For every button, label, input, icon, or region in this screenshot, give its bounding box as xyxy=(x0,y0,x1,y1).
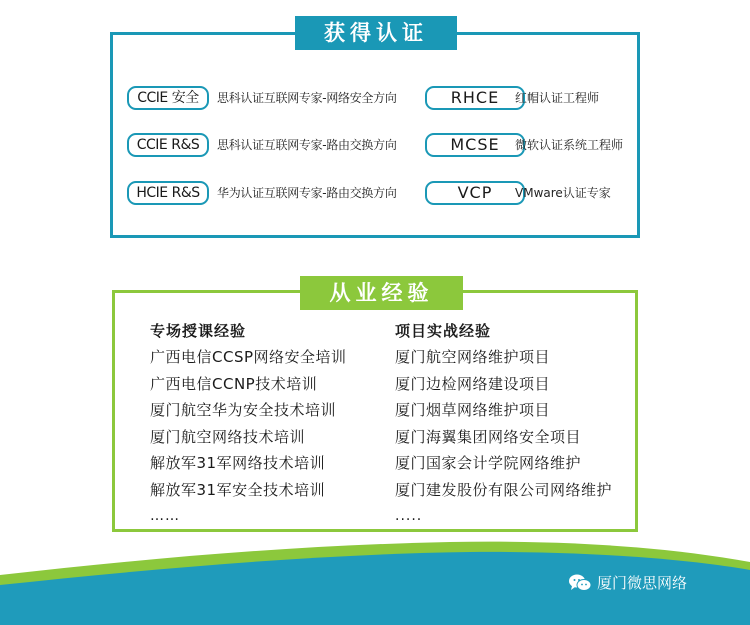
cert-desc-rhce: 红帽认证工程师 xyxy=(515,91,600,105)
training-heading: 专场授课经验 xyxy=(150,322,247,340)
project-item: 厦门烟草网络维护项目 xyxy=(395,401,551,419)
cert-badge-mcse: MCSE xyxy=(425,133,525,157)
cert-badge-rhce: RHCE xyxy=(425,86,525,110)
cert-row-1 xyxy=(127,83,637,113)
cert-row-2 xyxy=(127,130,637,160)
footer-brand-text: 厦门微思网络 xyxy=(597,574,688,592)
training-item: 厦门航空网络技术培训 xyxy=(150,427,306,446)
cert-desc-mcse: 微软认证系统工程师 xyxy=(515,138,624,152)
experience-title: 从业经验 xyxy=(300,276,463,310)
projects-heading: 项目实战经验 xyxy=(395,322,492,340)
wechat-icon xyxy=(568,573,592,593)
cert-desc-ccie-rs: 思科认证互联网专家-路由交换方向 xyxy=(217,138,397,152)
training-item: 广西电信CCNP技术培训 xyxy=(150,374,318,393)
project-item: 厦门国家会计学院网络维护 xyxy=(395,454,582,472)
training-more: …… xyxy=(150,508,180,524)
cert-badge-ccie-rs: CCIE R&S xyxy=(127,133,209,157)
project-item: 厦门海翼集团网络安全项目 xyxy=(395,427,582,446)
project-item: 厦门建发股份有限公司网络维护 xyxy=(395,480,613,499)
projects-column xyxy=(395,318,612,529)
cert-desc-ccie-security: 思科认证互联网专家-网络安全方向 xyxy=(217,91,397,105)
training-item: 解放军31军网络技术培训 xyxy=(150,454,326,472)
cert-badge-hcie-rs: HCIE R&S xyxy=(127,181,209,205)
training-item: 厦门航空华为安全技术培训 xyxy=(150,401,337,419)
cert-badge-ccie-security: CCIE 安全 xyxy=(127,86,209,110)
training-item: 广西电信CCSP网络安全培训 xyxy=(150,348,347,366)
training-item: 解放军31军安全技术培训 xyxy=(150,480,326,499)
certification-title: 获得认证 xyxy=(295,16,457,50)
cert-desc-vcp: VMware认证专家 xyxy=(515,186,611,200)
cert-row-3 xyxy=(127,178,637,208)
footer-brand xyxy=(568,572,687,593)
projects-more: ..... xyxy=(395,508,423,524)
project-item: 厦门边检网络建设项目 xyxy=(395,374,551,393)
training-column xyxy=(150,318,347,529)
cert-desc-hcie-rs: 华为认证互联网专家-路由交换方向 xyxy=(217,186,397,200)
project-item: 厦门航空网络维护项目 xyxy=(395,348,551,366)
cert-badge-vcp: VCP xyxy=(425,181,525,205)
